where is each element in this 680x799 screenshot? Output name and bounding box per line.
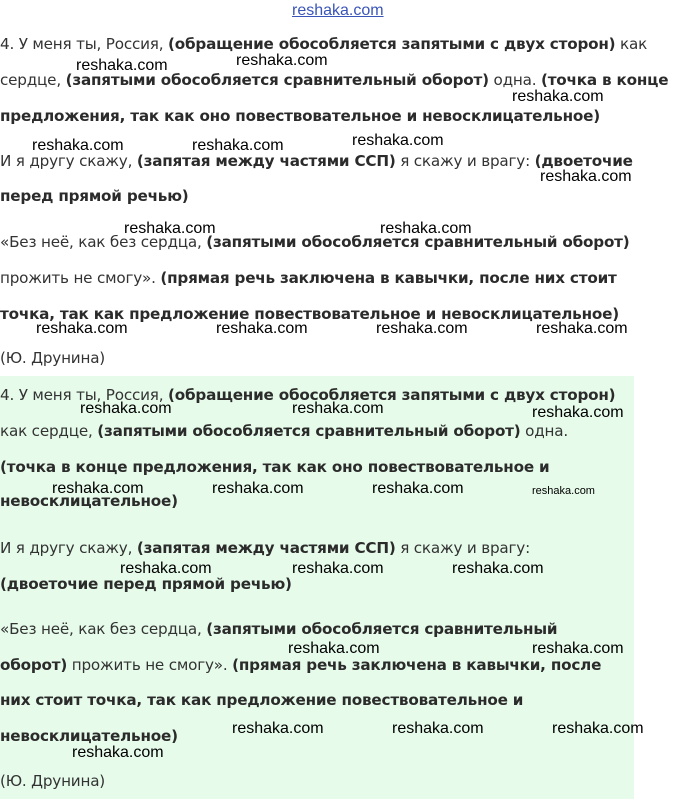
watermark: reshaka.com [52, 480, 144, 497]
block1-line-2: сердце, (запятыми обособляется сравнительный оборот) одна. (точка в конце [0, 71, 669, 89]
watermark: reshaka.com [32, 137, 124, 154]
watermark: reshaka.com [232, 720, 324, 737]
watermark: reshaka.com [212, 480, 304, 497]
watermark: reshaka.com [376, 320, 468, 337]
block2-author: (Ю. Друнина) [0, 772, 106, 790]
watermark: reshaka.com [288, 640, 380, 657]
block2-line-8: оборот) прожить не смогу». (прямая речь заключена в кавычки, после [0, 656, 602, 674]
block1-line-3: предложения, так как оно повествовательное и невосклицательное) [0, 107, 600, 125]
block1-line-5: перед прямой речью) [0, 187, 189, 205]
block1-line-4: И я другу скажу, (запятая между частями ССП) я скажу и врагу: (двоеточие [0, 152, 633, 170]
watermark: reshaka.com [236, 52, 328, 69]
watermark: reshaka.com [352, 132, 444, 149]
block2-line-3: (точка в конце предложения, так как оно повествовательное и [0, 458, 550, 476]
block1-line-7: прожить не смогу». (прямая речь заключена в кавычки, после них стоит [0, 269, 617, 287]
block2-line-7: «Без неё, как без сердца, (запятыми обособляется сравнительный [0, 620, 558, 638]
watermark: reshaka.com [392, 720, 484, 737]
block2-line-5: И я другу скажу, (запятая между частями ССП) я скажу и врагу: [0, 539, 530, 557]
block1-line-6: «Без неё, как без сердца, (запятыми обособляется сравнительный оборот) [0, 233, 630, 251]
watermark: reshaka.com [552, 720, 644, 737]
block2-line-4: невосклицательное) [0, 492, 178, 510]
site-header-link[interactable]: reshaka.com [292, 2, 384, 19]
watermark: reshaka.com [532, 404, 624, 421]
watermark: reshaka.com [452, 560, 544, 577]
watermark: reshaka.com [80, 400, 172, 417]
block1-author: (Ю. Друнина) [0, 349, 106, 367]
watermark: reshaka.com [372, 480, 464, 497]
watermark: reshaka.com [292, 400, 384, 417]
block2-line-6: (двоеточие перед прямой речью) [0, 575, 292, 593]
watermark: reshaka.com [76, 57, 168, 74]
watermark: reshaka.com [532, 485, 595, 497]
watermark: reshaka.com [532, 640, 624, 657]
watermark: reshaka.com [120, 560, 212, 577]
block2-line-2: как сердце, (запятыми обособляется сравнительный оборот) одна. [0, 422, 569, 440]
block1-line-1: 4. У меня ты, Россия, (обращение обособляется запятыми с двух сторон) как [0, 35, 648, 53]
watermark: reshaka.com [512, 88, 604, 105]
watermark: reshaka.com [536, 320, 628, 337]
watermark: reshaka.com [380, 220, 472, 237]
watermark: reshaka.com [72, 744, 164, 761]
block2-line-10: невосклицательное) [0, 727, 178, 745]
watermark: reshaka.com [216, 320, 308, 337]
watermark: reshaka.com [192, 137, 284, 154]
block2-line-9: них стоит точка, так как предложение повествовательное и [0, 691, 524, 709]
block1-line-8: точка, так как предложение повествовательное и невосклицательное) [0, 305, 619, 323]
watermark: reshaka.com [36, 320, 128, 337]
watermark: reshaka.com [540, 168, 632, 185]
watermark: reshaka.com [124, 220, 216, 237]
watermark: reshaka.com [292, 560, 384, 577]
block2-line-1: 4. У меня ты, Россия, (обращение обособляется запятыми с двух сторон) [0, 386, 616, 404]
